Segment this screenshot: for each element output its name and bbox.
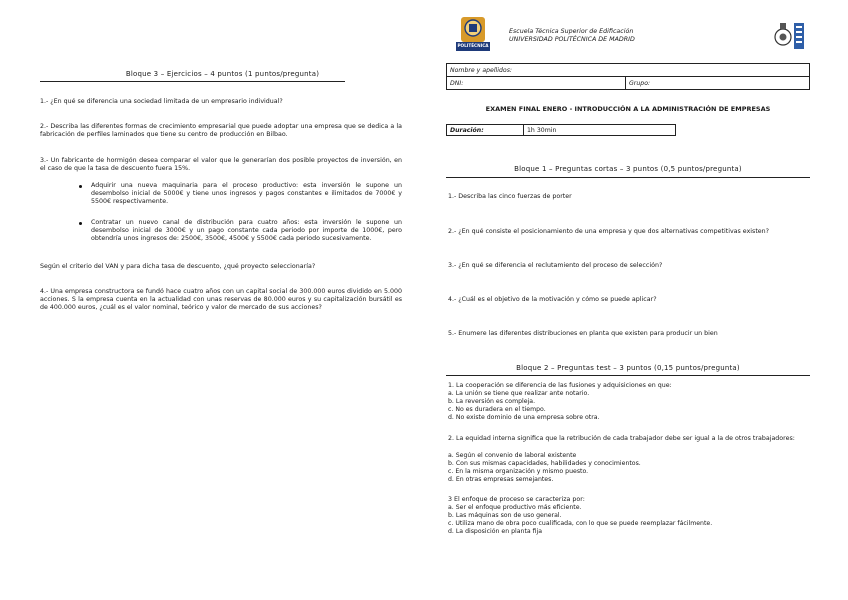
bloque2-q2-option-a[interactable]: a. Según el convenio de laboral existente xyxy=(448,452,577,459)
bloque2-q1-options xyxy=(448,390,810,422)
duration-value: 1h 30min xyxy=(524,125,676,136)
bloque2-q1-option-a[interactable]: a. La unión se tiene que realizar ante notario. xyxy=(448,390,590,397)
upm-logo-text: POLITÉCNICA xyxy=(457,43,489,48)
bloque3-question-1: 1.- ¿En qué se diferencia una sociedad limitada de un empresario individual? xyxy=(40,98,283,105)
group-field[interactable]: Grupo: xyxy=(626,77,810,90)
bloque2-q2-option-c[interactable]: c. En la misma organización y mismo puesto. xyxy=(448,468,589,476)
bloque2-q3-option-d[interactable]: d. La disposición en planta fija xyxy=(448,528,543,536)
bloque2-title-rule xyxy=(446,375,810,376)
bloque2-q2-options xyxy=(448,452,810,484)
bloque2-q3-option-b[interactable]: b. Las máquinas son de uso general. xyxy=(448,512,562,520)
exam-title: EXAMEN FINAL ENERO - INTRODUCCIÓN A LA ADMINISTRACIÓN DE EMPRESAS xyxy=(485,105,771,113)
bloque2-q1-option-b[interactable]: b. La reversión es compleja. xyxy=(448,398,536,406)
upm-logo xyxy=(456,17,490,51)
bloque3-question-3-close: Según el criterio del VAN y para dicha tasa de descuento, ¿qué proyecto seleccionaría? xyxy=(40,263,316,270)
school-name: Escuela Técnica Superior de Edificación xyxy=(509,28,634,35)
bloque2-question-3: 3 El enfoque de proceso se caracteriza por: xyxy=(448,496,585,503)
bloque2-q1-option-c[interactable]: c. No es duradera en el tiempo. xyxy=(448,406,546,414)
duration-label: Duración: xyxy=(447,125,524,136)
school-emblem-icon xyxy=(772,19,810,55)
bullet-dot-2 xyxy=(79,222,82,225)
bloque2-q2-option-d[interactable]: d. En otras empresas semejantes. xyxy=(448,476,554,484)
bloque2-q1-option-d[interactable]: d. No existe dominio de una empresa sobre otra. xyxy=(448,414,600,422)
bloque2-q2-option-b[interactable]: b. Con sus mismas capacidades, habilidades y conocimientos. xyxy=(448,460,641,468)
bloque1-question-1: 1.- Describa las cinco fuerzas de porter xyxy=(448,193,572,200)
student-info-box xyxy=(446,63,810,90)
bloque2-question-1: 1. La cooperación se diferencia de las fusiones y adquisiciones en que: xyxy=(448,382,672,389)
bloque3-question-4: 4.- Una empresa constructora se fundó hace cuatro años con un capital social de 300.000 euros dividido en 5.000 acciones. S la empresa cuenta en la actualidad con unas reservas de 80.000 euros y su capitalización bursátil es de 400.000 euros, ¿cuál es el valor nominal, teórico y valor de mercado de sus acciones? xyxy=(40,288,402,312)
bloque2-question-2: 2. La equidad interna significa que la retribución de cada trabajador debe ser igual a la de otros trabajadores: xyxy=(448,435,795,442)
bloque2-title: Bloque 2 – Preguntas test – 3 puntos (0,15 puntos/pregunta) xyxy=(516,364,740,372)
bloque1-title: Bloque 1 – Preguntas cortas – 3 puntos (0,5 puntos/pregunta) xyxy=(514,165,742,173)
bloque3-q3-bullet-1: Adquirir una nueva maquinaria para el proceso productivo: esta inversión le supone un desembolso inicial de 5000€ y tiene unos ingresos y pagos constantes e ilimitados de 7000€ y 5500€ respectivamente. xyxy=(91,182,402,206)
bloque3-title-rule xyxy=(40,81,345,82)
bloque1-question-5: 5.- Enumere las diferentes distribuciones en planta que existen para producir un bien xyxy=(448,330,718,337)
name-field[interactable]: Nombre y apellidos: xyxy=(447,64,810,77)
duration-box xyxy=(446,124,676,136)
bloque3-question-2: 2.- Describa las diferentes formas de crecimiento empresarial que puede adoptar una empresa que se dedica a la fabricación de perfiles laminados que tiene su centro de producción en Bilbao. xyxy=(40,123,402,139)
bloque3-title: Bloque 3 – Ejercicios – 4 puntos (1 puntos/pregunta) xyxy=(125,70,320,78)
bullet-dot-1 xyxy=(79,185,82,188)
bloque2-q3-option-c[interactable]: c. Utiliza mano de obra poco cualificada, con lo que se puede reemplazar fácilmente. xyxy=(448,520,713,528)
bloque3-question-3: 3.- Un fabricante de hormigón desea comparar el valor que le generarían dos posible proyectos de inversión, en el caso de que la tasa de descuento fuera 15%. xyxy=(40,157,402,173)
bloque3-q3-bullet-2: Contratar un nuevo canal de distribución para cuatro años: esta inversión le supone un desembolso inicial de 3000€ y un pago constante cada periodo por importe de 1000€, pero obtendría unos ingresos de: 2500€, 3500€, 4500€ y 5500€ cada periodo sucesivamente. xyxy=(91,219,402,243)
university-name: UNIVERSIDAD POLITÉCNICA DE MADRID xyxy=(509,36,635,43)
bloque1-title-rule xyxy=(446,177,810,178)
dni-field[interactable]: DNI: xyxy=(447,77,626,90)
bloque2-q3-option-a[interactable]: a. Ser el enfoque productivo más eficiente. xyxy=(448,504,582,511)
bloque1-question-2: 2.- ¿En qué consiste el posicionamiento de una empresa y que dos alternativas competitivas existen? xyxy=(448,228,770,235)
bloque1-question-4: 4.- ¿Cuál es el objetivo de la motivación y cómo se puede aplicar? xyxy=(448,296,657,303)
bloque1-question-3: 3.- ¿En qué se diferencia el reclutamiento del proceso de selección? xyxy=(448,262,663,269)
bloque2-q3-options xyxy=(448,504,810,536)
